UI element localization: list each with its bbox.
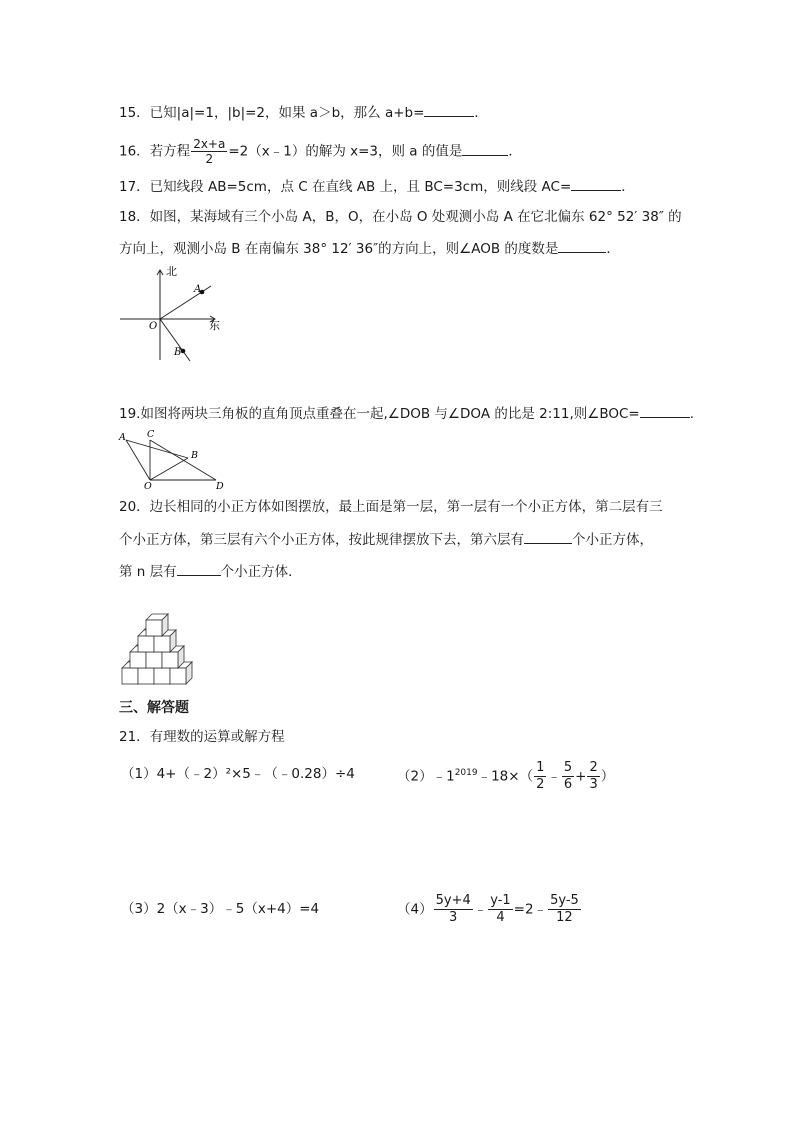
label-north: 北 <box>166 265 177 278</box>
label-c: C <box>147 429 155 440</box>
q21-part2-text: （2）﹣1 <box>397 768 455 785</box>
fraction-numerator: 5 <box>563 760 573 775</box>
cube <box>146 614 168 636</box>
question-20-line3 <box>119 561 302 582</box>
question-16 <box>119 137 522 166</box>
operator: ﹣ <box>547 768 561 785</box>
q19-end: . <box>689 406 695 422</box>
fraction <box>587 760 599 793</box>
fraction <box>548 893 581 926</box>
fraction <box>488 893 512 926</box>
question-21-title: 21．有理数的运算或解方程 <box>119 729 285 745</box>
fraction <box>562 760 574 793</box>
question-20-line2 <box>119 529 653 550</box>
fraction-denominator: 2 <box>536 777 545 792</box>
fraction <box>434 893 473 926</box>
label-o: O <box>144 481 152 490</box>
operator: + <box>575 768 587 785</box>
section-heading: 三、解答题 <box>119 700 189 716</box>
label-a: A <box>194 284 202 295</box>
q15-end: ． <box>474 105 488 121</box>
q16-text-2: =2（x﹣1）的解为 x=3，则 a 的值是 <box>228 143 463 160</box>
label-o: O <box>149 321 158 332</box>
question-15 <box>119 102 488 123</box>
fraction-numerator: 5y+4 <box>435 893 471 908</box>
q21-part3: （3）2（x﹣3）﹣5（x+4）=4 <box>121 901 320 917</box>
label-a: A <box>119 432 126 443</box>
q21-part2 <box>397 760 614 793</box>
q20-text: 个小正方体，第三层有六个小正方体，按此规律摆放下去，第六层有 <box>119 532 524 548</box>
compass-figure <box>115 262 230 367</box>
q21-part2-end: ） <box>600 768 615 785</box>
answer-blank[interactable] <box>571 176 621 191</box>
answer-blank[interactable] <box>640 403 690 418</box>
label-b: B <box>174 347 182 358</box>
question-18-line2 <box>119 238 620 259</box>
fraction-numerator: 2x+a <box>193 137 226 151</box>
label-east: 东 <box>209 319 220 332</box>
q21-part4 <box>397 893 582 926</box>
fraction <box>534 760 546 793</box>
answer-blank[interactable] <box>462 141 508 156</box>
q20-text-3: 第 n 层有 <box>119 564 177 580</box>
q16-end: ． <box>508 143 522 160</box>
q18-end: ． <box>606 241 620 257</box>
q17-end: ． <box>621 179 635 195</box>
answer-blank[interactable] <box>424 102 474 117</box>
point-b <box>181 349 186 354</box>
fraction-denominator: 6 <box>563 777 573 792</box>
q15-text: 15．已知|a|=1，|b|=2，如果 a＞b，那么 a+b= <box>119 105 425 121</box>
operator: ﹣ <box>473 901 488 918</box>
q20-text-4: 个小正方体． <box>220 564 302 580</box>
fraction-denominator: 3 <box>449 910 458 925</box>
fraction-denominator: 4 <box>496 910 505 925</box>
q18-text: 方向上，观测小岛 B 在南偏东 38° 12′ 36″的方向上，则∠AOB 的度数是 <box>119 241 559 257</box>
segment-ob <box>150 458 188 480</box>
q19-text: 19.如图将两块三角板的直角顶点重叠在一起,∠DOB 与∠DOA 的比是 2:11,则∠BOC= <box>119 406 640 422</box>
question-18-line1: 18．如图，某海域有三个小岛 A，B，O，在小岛 O 处观测小岛 A 在它北偏东 62° 52′ 38″ 的 <box>119 209 682 225</box>
fraction-denominator: 3 <box>589 777 598 792</box>
label-b: B <box>191 450 198 461</box>
answer-blank[interactable] <box>558 238 606 253</box>
fraction-numerator: 2 <box>589 760 598 775</box>
fraction <box>191 137 227 166</box>
answer-blank[interactable] <box>524 529 572 544</box>
question-17 <box>119 176 635 197</box>
question-20-line1: 20．边长相同的小正方体如图摆放，最上面是第一层，第一层有一个小正方体，第二层有三 <box>119 499 663 515</box>
q16-text: 16．若方程 <box>119 143 191 160</box>
cube-stack-figure <box>118 584 218 688</box>
triangles-figure <box>116 428 228 490</box>
fraction-numerator: 1 <box>536 760 545 775</box>
exponent: 2019 <box>454 768 478 778</box>
fraction-numerator: 5y-5 <box>550 893 579 908</box>
fraction-numerator: y-1 <box>490 893 511 908</box>
question-19 <box>119 403 694 424</box>
answer-blank[interactable] <box>177 561 221 576</box>
q21-part2-text-2: ﹣18×（ <box>477 768 534 785</box>
fraction-denominator: 2 <box>205 152 214 166</box>
q20-text-2: 个小正方体， <box>572 532 653 548</box>
q17-text: 17．已知线段 AB=5cm，点 C 在直线 AB 上，且 BC=3cm，则线段 AC= <box>119 179 572 195</box>
fraction-denominator: 12 <box>556 910 573 925</box>
q21-part4-text: （4） <box>397 901 433 918</box>
label-d: D <box>216 481 224 490</box>
q21-part1: （1）4+（﹣2）²×5﹣（﹣0.28）÷4 <box>121 766 355 782</box>
q21-part4-text-2: =2﹣ <box>513 901 548 918</box>
